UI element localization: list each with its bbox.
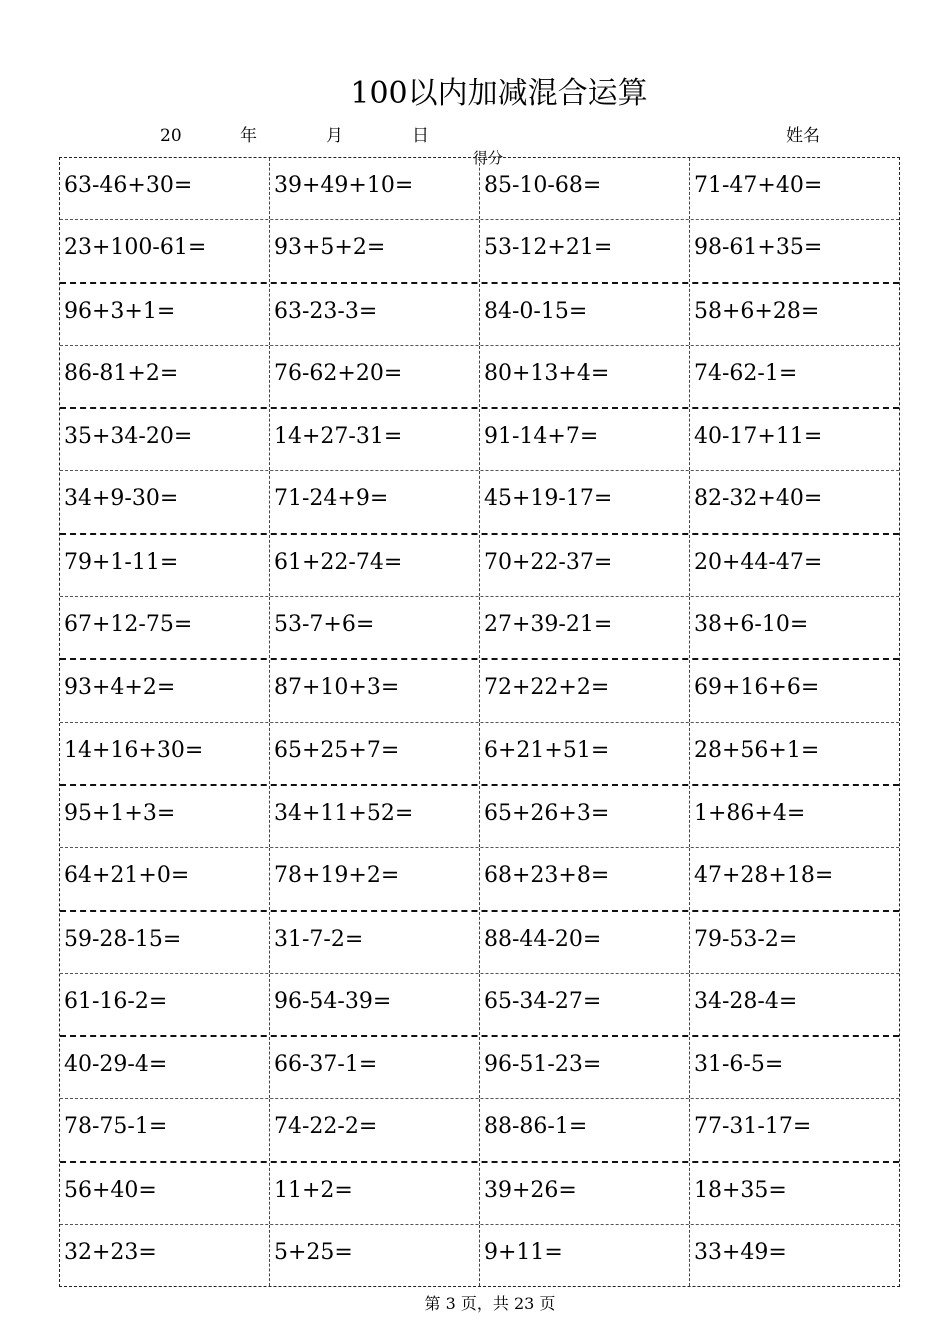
problem-row — [60, 284, 899, 346]
problem-cell: 98-61+35= — [694, 235, 823, 261]
year-label: 年 — [240, 126, 257, 146]
problem-row — [60, 535, 899, 597]
problem-cell: 91-14+7= — [480, 409, 690, 470]
problem-row — [60, 409, 899, 471]
problem-row — [60, 597, 899, 660]
day-label: 日 — [412, 126, 429, 146]
problem-row — [60, 1163, 899, 1225]
problem-cell: 31-6-5= — [694, 1052, 784, 1078]
year-prefix: 20 — [160, 126, 182, 146]
problem-cell: 11+2= — [270, 1163, 480, 1224]
problem-cell: 39+26= — [480, 1163, 690, 1224]
problem-row — [60, 723, 899, 786]
problem-cell: 86-81+2= — [60, 346, 270, 407]
problem-cell: 65-34-27= — [480, 974, 690, 1035]
problem-cell: 65+25+7= — [270, 723, 480, 784]
problem-cell: 1+86+4= — [694, 800, 806, 826]
problem-row — [60, 912, 899, 974]
problem-cell: 88-44-20= — [480, 912, 690, 973]
problem-cell: 76-62+20= — [270, 346, 480, 407]
month-label: 月 — [326, 126, 343, 146]
problem-cell: 6+21+51= — [480, 723, 690, 784]
problem-cell: 58+6+28= — [694, 298, 820, 324]
problem-cell: 84-0-15= — [480, 284, 690, 345]
problem-cell: 69+16+6= — [694, 675, 820, 701]
problem-cell: 78-75-1= — [60, 1099, 270, 1160]
problem-cell: 47+28+18= — [694, 863, 834, 889]
problem-cell: 34+11+52= — [270, 786, 480, 847]
problem-cell: 61-16-2= — [60, 974, 270, 1035]
problem-cell: 74-22-2= — [270, 1099, 480, 1160]
problem-cell: 66-37-1= — [270, 1037, 480, 1098]
problem-row — [60, 346, 899, 409]
problem-cell: 5+25= — [270, 1225, 480, 1286]
problem-cell: 31-7-2= — [270, 912, 480, 973]
problem-cell: 93+5+2= — [270, 220, 480, 281]
problem-cell: 93+4+2= — [60, 660, 270, 721]
problem-row — [60, 1225, 899, 1286]
problem-cell: 34-28-4= — [694, 988, 798, 1014]
problem-cell: 40-17+11= — [694, 424, 823, 450]
problem-cell: 71-24+9= — [270, 471, 480, 532]
problem-cell: 56+40= — [60, 1163, 270, 1224]
problem-cell: 28+56+1= — [694, 737, 820, 763]
problem-cell: 79-53-2= — [694, 926, 798, 952]
problem-cell: 23+100-61= — [60, 220, 270, 281]
problem-row — [60, 660, 899, 722]
problem-cell: 70+22-37= — [480, 535, 690, 596]
problem-cell: 96-54-39= — [270, 974, 480, 1035]
problem-cell: 14+16+30= — [60, 723, 270, 784]
problem-cell: 82-32+40= — [694, 486, 823, 512]
problem-cell: 67+12-75= — [60, 597, 270, 658]
problem-cell: 72+22+2= — [480, 660, 690, 721]
problem-cell: 34+9-30= — [60, 471, 270, 532]
problem-cell: 71-47+40= — [694, 173, 823, 198]
problem-cell: 14+27-31= — [270, 409, 480, 470]
problem-cell: 85-10-68= — [480, 158, 690, 219]
problem-cell: 59-28-15= — [60, 912, 270, 973]
problem-cell: 96-51-23= — [480, 1037, 690, 1098]
problem-cell: 77-31-17= — [694, 1114, 812, 1140]
problem-cell: 96+3+1= — [60, 284, 270, 345]
problem-row — [60, 158, 899, 220]
problem-cell: 53-7+6= — [270, 597, 480, 658]
problem-cell: 95+1+3= — [60, 786, 270, 847]
problem-row — [60, 471, 899, 534]
problem-cell: 88-86-1= — [480, 1099, 690, 1160]
problem-cell: 38+6-10= — [694, 612, 809, 638]
problem-row — [60, 1099, 899, 1162]
problem-cell: 65+26+3= — [480, 786, 690, 847]
problem-cell: 45+19-17= — [480, 471, 690, 532]
name-label: 姓名 — [786, 126, 820, 146]
page-footer: 第 3 页，共 23 页 — [424, 1294, 556, 1313]
problem-row — [60, 220, 899, 283]
problem-cell: 79+1-11= — [60, 535, 270, 596]
problem-cell: 35+34-20= — [60, 409, 270, 470]
problem-cell: 40-29-4= — [60, 1037, 270, 1098]
problem-cell: 61+22-74= — [270, 535, 480, 596]
problem-cell: 63-23-3= — [270, 284, 480, 345]
problem-grid — [59, 157, 900, 1287]
problem-cell: 18+35= — [694, 1177, 787, 1203]
problem-cell: 87+10+3= — [270, 660, 480, 721]
problem-cell: 32+23= — [60, 1225, 270, 1286]
problem-cell: 9+11= — [480, 1225, 690, 1286]
problem-row — [60, 1037, 899, 1099]
problem-row — [60, 848, 899, 911]
problem-cell: 68+23+8= — [480, 848, 690, 909]
problem-cell: 63-46+30= — [60, 158, 270, 219]
problem-cell: 20+44-47= — [694, 549, 823, 575]
problem-row — [60, 974, 899, 1037]
problem-cell: 39+49+10= — [270, 158, 480, 219]
problem-cell: 33+49= — [694, 1240, 787, 1266]
problem-cell: 27+39-21= — [480, 597, 690, 658]
problem-cell: 53-12+21= — [480, 220, 690, 281]
problem-cell: 64+21+0= — [60, 848, 270, 909]
problem-cell: 78+19+2= — [270, 848, 480, 909]
problem-row — [60, 786, 899, 848]
problem-cell: 80+13+4= — [480, 346, 690, 407]
problem-cell: 74-62-1= — [694, 360, 798, 386]
score-label: 得分 — [473, 149, 504, 167]
page-title: 100以内加减混合运算 — [350, 76, 648, 111]
